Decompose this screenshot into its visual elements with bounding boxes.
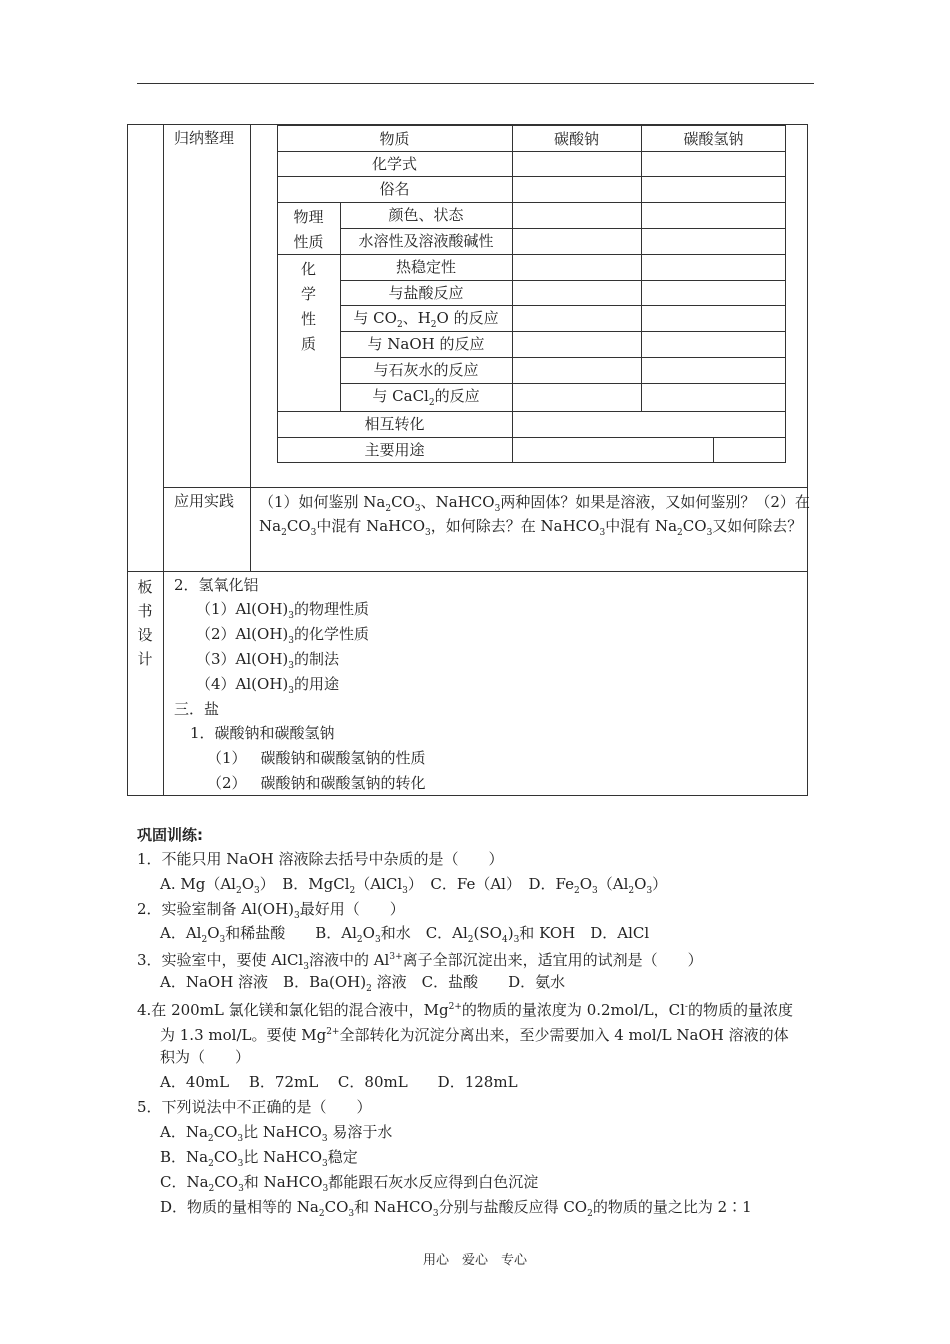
- row-limewater-reaction: 与石灰水的反应: [373, 361, 479, 379]
- page-footer: 用心 爱心 专心: [422, 1253, 527, 1268]
- board-line-7: 1．碳酸钠和碳酸氢钠: [190, 724, 335, 742]
- row-line: [277, 202, 786, 203]
- question-4-options: A．40mL B．72mL C．80mL D．128mL: [160, 1073, 518, 1091]
- question-4-line2: 为 1.3 mol/L。要使 $Mg^{2+}$全部转化为沉淀分离出来，至少需要加入 4 mol/L NaOH 溶液的体: [160, 1026, 789, 1044]
- question-1: 1．不能只用 NaOH 溶液除去括号中杂质的是（ ）: [137, 850, 504, 868]
- header-sodium-bicarbonate: 碳酸氢钠: [683, 130, 744, 148]
- row-solubility: 水溶性及溶液酸碱性: [358, 232, 494, 250]
- board-design-label: 板 书 设 计: [137, 578, 153, 668]
- row-co2-h2o-reaction: 与 $CO_2$、$H_2O$ 的反应: [353, 309, 499, 330]
- practice-label: 应用实践: [174, 492, 235, 510]
- row-cacl2-reaction: 与 CaCl$_2$的反应: [372, 387, 480, 408]
- chemical-properties-group: 化 学 性 质: [300, 260, 316, 353]
- question-5-option-d: D．物质的量相等的 $Na_2CO_3$和 NaHCO$_3$分别与盐酸反应得 $CO_2$的物质的量之比为 2∶1: [160, 1198, 752, 1219]
- col-divider: [250, 124, 251, 572]
- row-conversion: 相互转化: [364, 415, 425, 433]
- question-3: 3．实验室中，要使 AlCl$_3$溶液中的 $Al^{3+}$离子全部沉淀出来，适宜用的试剂是（ ）: [137, 951, 703, 972]
- question-4-line3: 积为（ ）: [160, 1048, 251, 1066]
- header-rule: [137, 83, 814, 84]
- question-5-option-b: B．$Na_2CO_3$比 NaHCO$_3$稳定: [160, 1148, 358, 1169]
- row-line: [340, 305, 786, 306]
- row-common-name: 俗名: [379, 180, 410, 198]
- row-line: [277, 254, 786, 255]
- board-line-9: （2） 碳酸钠和碳酸氢钠的转化: [207, 774, 426, 792]
- row-uses: 主要用途: [364, 441, 425, 459]
- board-line-5: $(4)Al(OH)_3$的用途: [196, 675, 340, 696]
- board-line-8: （1） 碳酸钠和碳酸氢钠的性质: [207, 749, 426, 767]
- col-divider: [163, 124, 164, 572]
- board-line-2: $(1)Al(OH)_3$的物理性质: [196, 600, 370, 621]
- question-1-options: A. $Mg(Al_2O_3)$ B．MgCl$_2$（AlCl$_3$） C．Fe（Al） D．$Fe_2O_3(Al_2O_3)$: [160, 875, 668, 896]
- practice-question-line2: $Na_2CO_3$中混有 NaHCO$_3$，如何除去？在 NaHCO$_3$中混有 $Na_2CO_3$又如何除去？: [259, 517, 803, 538]
- practice-question-line1: （1）如何鉴别 $Na_2CO_3$、NaHCO$_3$两种固体？如果是溶液，又如何鉴别？（2）在: [259, 493, 810, 514]
- col-divider: [641, 125, 642, 411]
- row-line: [340, 383, 786, 384]
- question-2-options: A．$Al_2O_3$和稀盐酸 B．$Al_2O_3$和水 C．$Al_2(SO_4)_3$和 KOH D．AlCl: [160, 924, 650, 945]
- row-thermal-stability: 热稳定性: [395, 258, 456, 276]
- row-line: [340, 228, 786, 229]
- row-line: [277, 151, 786, 152]
- row-color-state: 颜色、状态: [388, 206, 464, 224]
- row-line: [277, 437, 786, 438]
- question-4-line1: 4.在 200mL 氯化镁和氯化铝的混合液中，$Mg^{2+}$的物质的量浓度为 0.2mol/L，Cl-的物质的量浓度: [137, 1001, 793, 1019]
- header-substance: 物质: [379, 130, 410, 148]
- row-line: [340, 280, 786, 281]
- board-line-4: $(3)Al(OH)_3$的制法: [196, 650, 340, 671]
- question-3-options: A．NaOH 溶液 B．$Ba(OH)_2$ 溶液 C．盐酸 D．氨水: [160, 973, 566, 994]
- board-line-6: 三．盐: [174, 700, 220, 718]
- question-5: 5．下列说法中不正确的是（ ）: [137, 1098, 372, 1116]
- question-5-option-a: A．$Na_2CO_3$比 NaHCO$_3$ 易溶于水: [160, 1123, 393, 1144]
- col-divider: [713, 437, 714, 463]
- row-formula: 化学式: [371, 155, 417, 173]
- row-naoh-reaction: 与 NaOH 的反应: [367, 335, 485, 353]
- board-line-1: 2．氢氧化铝: [174, 576, 259, 594]
- physical-properties-group: 物理 性质: [293, 208, 324, 251]
- row-hcl-reaction: 与盐酸反应: [388, 284, 464, 302]
- header-sodium-carbonate: 碳酸钠: [553, 130, 599, 148]
- board-line-3: $(2)Al(OH)_3$的化学性质: [196, 625, 370, 646]
- question-5-option-c: C．$Na_2CO_3$和 NaHCO$_3$都能跟石灰水反应得到白色沉淀: [160, 1173, 539, 1194]
- row-line: [340, 357, 786, 358]
- question-2: 2．实验室制备 $Al(OH)_3$最好用（ ）: [137, 900, 405, 921]
- row-line: [277, 176, 786, 177]
- row-divider: [163, 487, 808, 488]
- row-divider: [127, 571, 808, 572]
- exercises-title: 巩固训练:: [137, 826, 203, 844]
- summary-label: 归纳整理: [174, 129, 235, 147]
- col-divider: [163, 571, 164, 796]
